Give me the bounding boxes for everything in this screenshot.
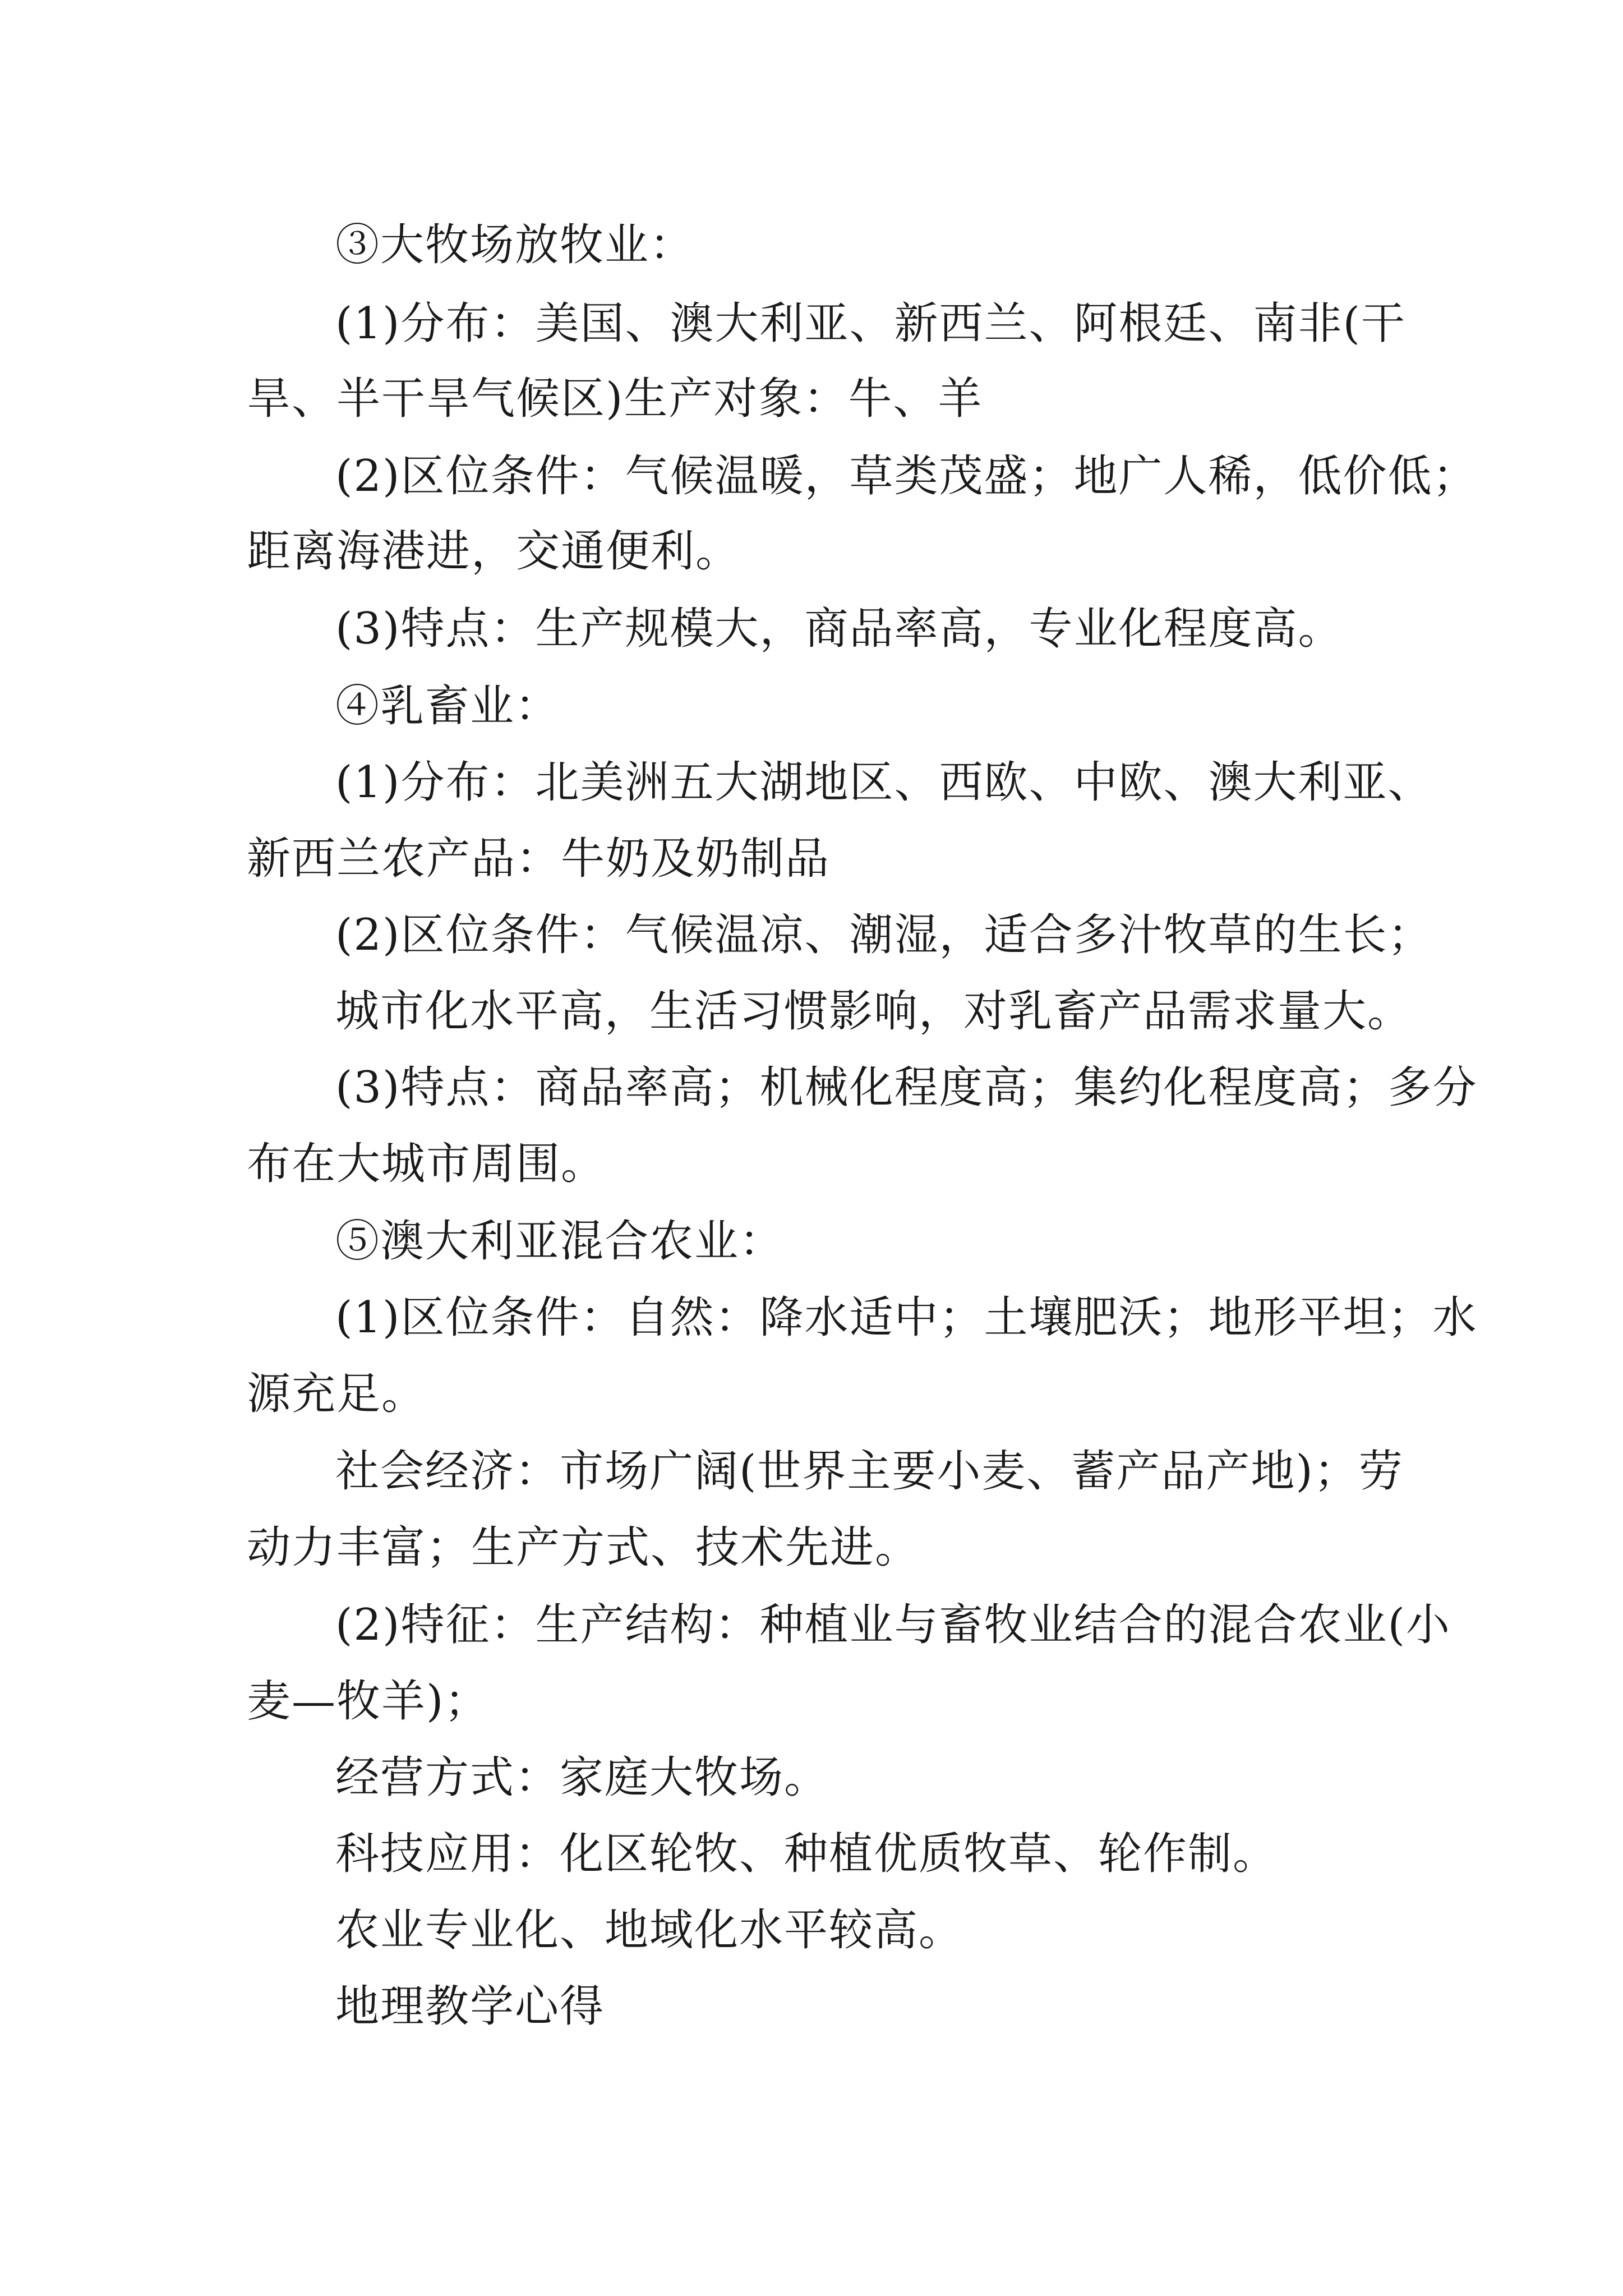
- text-line: 布在大城市周围。: [247, 1139, 606, 1189]
- text-line: (2)区位条件：气候温暖，草类茂盛；地广人稀，低价低；: [335, 451, 1478, 501]
- heading-ranching: ③大牧场放牧业：: [335, 220, 695, 270]
- text-line: (2)区位条件：气候温凉、潮湿，适合多汁牧草的生长；: [335, 910, 1433, 960]
- text-line: (1)分布：北美洲五大湖地区、西欧、中欧、澳大利亚、: [335, 757, 1433, 808]
- text-line: (1)区位条件：自然：降水适中；土壤肥沃；地形平坦；水: [335, 1292, 1478, 1343]
- text-line: 新西兰农产品：牛奶及奶制品: [247, 834, 831, 884]
- text-line: 麦—牧羊)；: [247, 1676, 490, 1727]
- text-line: 旱、半干旱气候区)生产对象：牛、羊: [247, 374, 983, 424]
- text-line: 经营方式：家庭大牧场。: [335, 1752, 829, 1803]
- text-line: 社会经济：市场广阔(世界主要小麦、蓄产品产地)；劳: [335, 1446, 1404, 1497]
- section-title: 地理教学心得: [335, 1981, 605, 2032]
- text-line: (3)特点：生产规模大，商品率高，专业化程度高。: [335, 604, 1343, 654]
- text-line: 动力丰富；生产方式、技术先进。: [247, 1522, 920, 1573]
- text-line: (1)分布：美国、澳大利亚、新西兰、阿根廷、南非(干: [335, 298, 1406, 349]
- text-line: 距离海港进，交通便利。: [247, 526, 741, 577]
- text-line: 科技应用：化区轮牧、种植优质牧草、轮作制。: [335, 1829, 1278, 1879]
- text-line: (3)特点：商品率高；机械化程度高；集约化程度高；多分: [335, 1062, 1478, 1113]
- heading-dairy: ④乳畜业：: [335, 681, 560, 731]
- text-line: 城市化水平高，生活习惯影响，对乳畜产品需求量大。: [335, 986, 1413, 1037]
- text-line: 农业专业化、地域化水平较高。: [335, 1905, 964, 1955]
- text-line: 源充足。: [247, 1369, 427, 1419]
- text-line: (2)特征：生产结构：种植业与畜牧业结合的混合农业(小: [335, 1600, 1451, 1650]
- heading-mixed-farming: ⑤澳大利亚混合农业：: [335, 1216, 785, 1267]
